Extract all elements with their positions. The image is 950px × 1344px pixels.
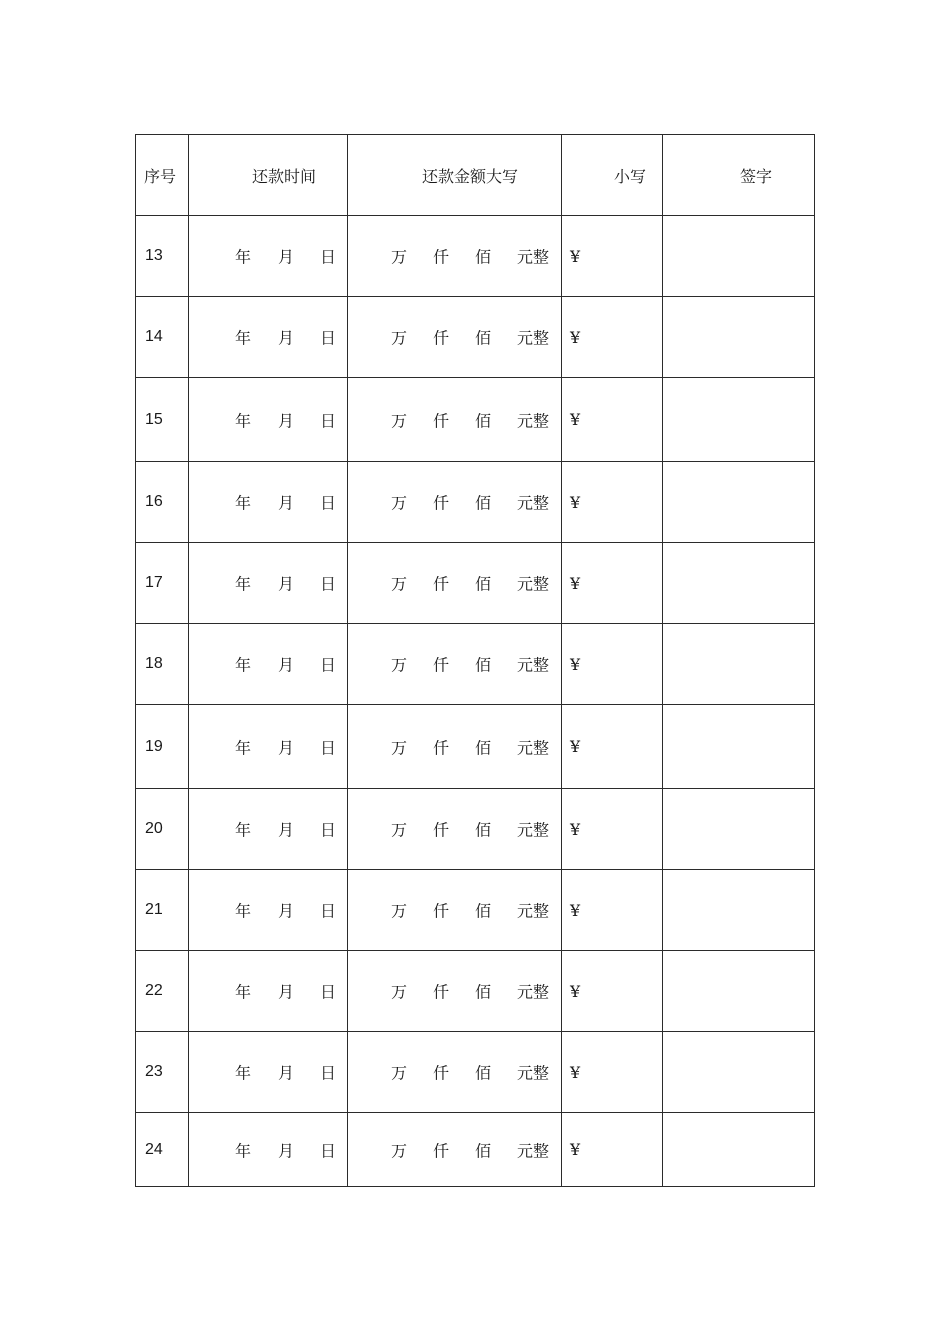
bai-label: 佰 <box>475 1063 492 1083</box>
year-label: 年 <box>235 574 252 594</box>
month-label: 月 <box>278 411 295 430</box>
bai-label: 佰 <box>475 328 492 348</box>
table-row <box>136 1032 815 1113</box>
bai-label: 佰 <box>475 574 492 594</box>
signature-field[interactable] <box>663 951 815 1032</box>
qian-label: 仟 <box>433 655 450 675</box>
wan-label: 万 <box>391 982 408 1002</box>
table-row <box>136 543 815 624</box>
month-label: 月 <box>278 1063 295 1083</box>
signature-field[interactable] <box>663 705 815 789</box>
amount-words-field[interactable] <box>348 705 562 789</box>
wan-label: 万 <box>391 247 408 267</box>
row-number: 18 <box>136 624 189 705</box>
repayment-date-field[interactable] <box>189 1032 348 1113</box>
signature-field[interactable] <box>663 624 815 705</box>
currency-symbol: ¥ <box>570 327 581 347</box>
header-signature: 签字 <box>663 135 815 216</box>
day-label: 日 <box>320 820 337 840</box>
table-row <box>136 951 815 1032</box>
table-row <box>136 624 815 705</box>
amount-words-field[interactable] <box>348 216 562 297</box>
year-label: 年 <box>235 1141 252 1160</box>
table-row <box>136 789 815 870</box>
amount-digits-field[interactable] <box>562 462 663 543</box>
day-label: 日 <box>320 493 337 513</box>
day-label: 日 <box>320 901 337 921</box>
yuan-label: 元整 <box>517 411 550 430</box>
year-label: 年 <box>235 411 252 430</box>
signature-field[interactable] <box>663 870 815 951</box>
amount-words-field[interactable] <box>348 1032 562 1113</box>
signature-field[interactable] <box>663 1032 815 1113</box>
repayment-date-field[interactable] <box>189 705 348 789</box>
signature-field[interactable] <box>663 1113 815 1187</box>
currency-symbol: ¥ <box>570 573 581 593</box>
amount-digits-field[interactable] <box>562 870 663 951</box>
year-label: 年 <box>235 247 252 267</box>
month-label: 月 <box>278 738 295 757</box>
repayment-date-field[interactable] <box>189 378 348 462</box>
year-label: 年 <box>235 901 252 921</box>
header-date: 还款时间 <box>189 135 348 216</box>
qian-label: 仟 <box>433 493 450 513</box>
row-number: 19 <box>136 705 189 789</box>
amount-digits-field[interactable] <box>562 378 663 462</box>
year-label: 年 <box>235 982 252 1002</box>
yuan-label: 元整 <box>517 738 550 757</box>
repayment-date-field[interactable] <box>189 462 348 543</box>
table-row <box>136 870 815 951</box>
signature-field[interactable] <box>663 216 815 297</box>
qian-label: 仟 <box>433 738 450 757</box>
year-label: 年 <box>235 738 252 757</box>
table-row <box>136 216 815 297</box>
repayment-date-field[interactable] <box>189 543 348 624</box>
year-label: 年 <box>235 820 252 840</box>
repayment-date-field[interactable] <box>189 216 348 297</box>
currency-symbol: ¥ <box>570 900 581 920</box>
row-number: 13 <box>136 216 189 297</box>
currency-symbol: ¥ <box>570 492 581 512</box>
amount-words-field[interactable] <box>348 297 562 378</box>
bai-label: 佰 <box>475 1141 492 1160</box>
amount-words-field[interactable] <box>348 870 562 951</box>
wan-label: 万 <box>391 1063 408 1083</box>
yuan-label: 元整 <box>517 1141 550 1160</box>
amount-digits-field[interactable] <box>562 1113 663 1187</box>
amount-words-field[interactable] <box>348 789 562 870</box>
header-row <box>136 135 815 216</box>
row-number: 15 <box>136 378 189 462</box>
currency-symbol: ¥ <box>570 819 581 839</box>
day-label: 日 <box>320 1141 337 1160</box>
day-label: 日 <box>320 738 337 757</box>
qian-label: 仟 <box>433 1063 450 1083</box>
amount-words-field[interactable] <box>348 624 562 705</box>
wan-label: 万 <box>391 574 408 594</box>
qian-label: 仟 <box>433 982 450 1002</box>
repayment-table <box>135 134 815 1187</box>
day-label: 日 <box>320 1063 337 1083</box>
header-amount-words: 还款金额大写 <box>348 135 562 216</box>
year-label: 年 <box>235 328 252 348</box>
bai-label: 佰 <box>475 982 492 1002</box>
year-label: 年 <box>235 655 252 675</box>
amount-digits-field[interactable] <box>562 543 663 624</box>
day-label: 日 <box>320 574 337 594</box>
amount-digits-field[interactable] <box>562 297 663 378</box>
repayment-date-field[interactable] <box>189 297 348 378</box>
repayment-date-field[interactable] <box>189 789 348 870</box>
bai-label: 佰 <box>475 493 492 513</box>
month-label: 月 <box>278 982 295 1002</box>
currency-symbol: ¥ <box>570 981 581 1001</box>
signature-field[interactable] <box>663 543 815 624</box>
repayment-date-field[interactable] <box>189 951 348 1032</box>
amount-digits-field[interactable] <box>562 1032 663 1113</box>
currency-symbol: ¥ <box>570 246 581 266</box>
bai-label: 佰 <box>475 901 492 921</box>
row-number: 20 <box>136 789 189 870</box>
day-label: 日 <box>320 328 337 348</box>
qian-label: 仟 <box>433 247 450 267</box>
amount-words-field[interactable] <box>348 543 562 624</box>
month-label: 月 <box>278 247 295 267</box>
day-label: 日 <box>320 982 337 1002</box>
amount-words-field[interactable] <box>348 1113 562 1187</box>
year-label: 年 <box>235 1063 252 1083</box>
bai-label: 佰 <box>475 738 492 757</box>
row-number: 17 <box>136 543 189 624</box>
day-label: 日 <box>320 247 337 267</box>
day-label: 日 <box>320 655 337 675</box>
row-number: 23 <box>136 1032 189 1113</box>
day-label: 日 <box>320 411 337 430</box>
month-label: 月 <box>278 1141 295 1160</box>
bai-label: 佰 <box>475 655 492 675</box>
repayment-date-field[interactable] <box>189 624 348 705</box>
currency-symbol: ¥ <box>570 1062 581 1082</box>
qian-label: 仟 <box>433 574 450 594</box>
amount-digits-field[interactable] <box>562 624 663 705</box>
month-label: 月 <box>278 820 295 840</box>
signature-field[interactable] <box>663 789 815 870</box>
bai-label: 佰 <box>475 411 492 430</box>
repayment-date-field[interactable] <box>189 1113 348 1187</box>
bai-label: 佰 <box>475 247 492 267</box>
row-number: 22 <box>136 951 189 1032</box>
signature-field[interactable] <box>663 378 815 462</box>
wan-label: 万 <box>391 901 408 921</box>
row-number: 21 <box>136 870 189 951</box>
signature-field[interactable] <box>663 297 815 378</box>
amount-digits-field[interactable] <box>562 789 663 870</box>
qian-label: 仟 <box>433 1141 450 1160</box>
wan-label: 万 <box>391 411 408 430</box>
currency-symbol: ¥ <box>570 654 581 674</box>
yuan-label: 元整 <box>517 901 550 921</box>
signature-field[interactable] <box>663 462 815 543</box>
amount-words-field[interactable] <box>348 378 562 462</box>
repayment-date-field[interactable] <box>189 870 348 951</box>
currency-symbol: ¥ <box>570 410 581 429</box>
yuan-label: 元整 <box>517 655 550 675</box>
amount-digits-field[interactable] <box>562 705 663 789</box>
qian-label: 仟 <box>433 820 450 840</box>
wan-label: 万 <box>391 655 408 675</box>
table-row <box>136 378 815 462</box>
amount-words-field[interactable] <box>348 951 562 1032</box>
yuan-label: 元整 <box>517 820 550 840</box>
row-number: 14 <box>136 297 189 378</box>
amount-digits-field[interactable] <box>562 216 663 297</box>
wan-label: 万 <box>391 328 408 348</box>
qian-label: 仟 <box>433 901 450 921</box>
row-number: 16 <box>136 462 189 543</box>
qian-label: 仟 <box>433 328 450 348</box>
month-label: 月 <box>278 574 295 594</box>
month-label: 月 <box>278 655 295 675</box>
table-row <box>136 1113 815 1187</box>
currency-symbol: ¥ <box>570 737 581 756</box>
amount-words-field[interactable] <box>348 462 562 543</box>
month-label: 月 <box>278 901 295 921</box>
header-amount-digits: 小写 <box>562 135 663 216</box>
row-number: 24 <box>136 1113 189 1187</box>
yuan-label: 元整 <box>517 493 550 513</box>
qian-label: 仟 <box>433 411 450 430</box>
yuan-label: 元整 <box>517 574 550 594</box>
table-row <box>136 462 815 543</box>
currency-symbol: ¥ <box>570 1140 581 1159</box>
wan-label: 万 <box>391 1141 408 1160</box>
amount-digits-field[interactable] <box>562 951 663 1032</box>
header-seq: 序号 <box>136 135 189 216</box>
yuan-label: 元整 <box>517 982 550 1002</box>
bai-label: 佰 <box>475 820 492 840</box>
yuan-label: 元整 <box>517 1063 550 1083</box>
wan-label: 万 <box>391 493 408 513</box>
wan-label: 万 <box>391 820 408 840</box>
month-label: 月 <box>278 493 295 513</box>
yuan-label: 元整 <box>517 247 550 267</box>
wan-label: 万 <box>391 738 408 757</box>
table-row <box>136 297 815 378</box>
year-label: 年 <box>235 493 252 513</box>
table-row <box>136 705 815 789</box>
table-body <box>136 216 815 1187</box>
yuan-label: 元整 <box>517 328 550 348</box>
month-label: 月 <box>278 328 295 348</box>
